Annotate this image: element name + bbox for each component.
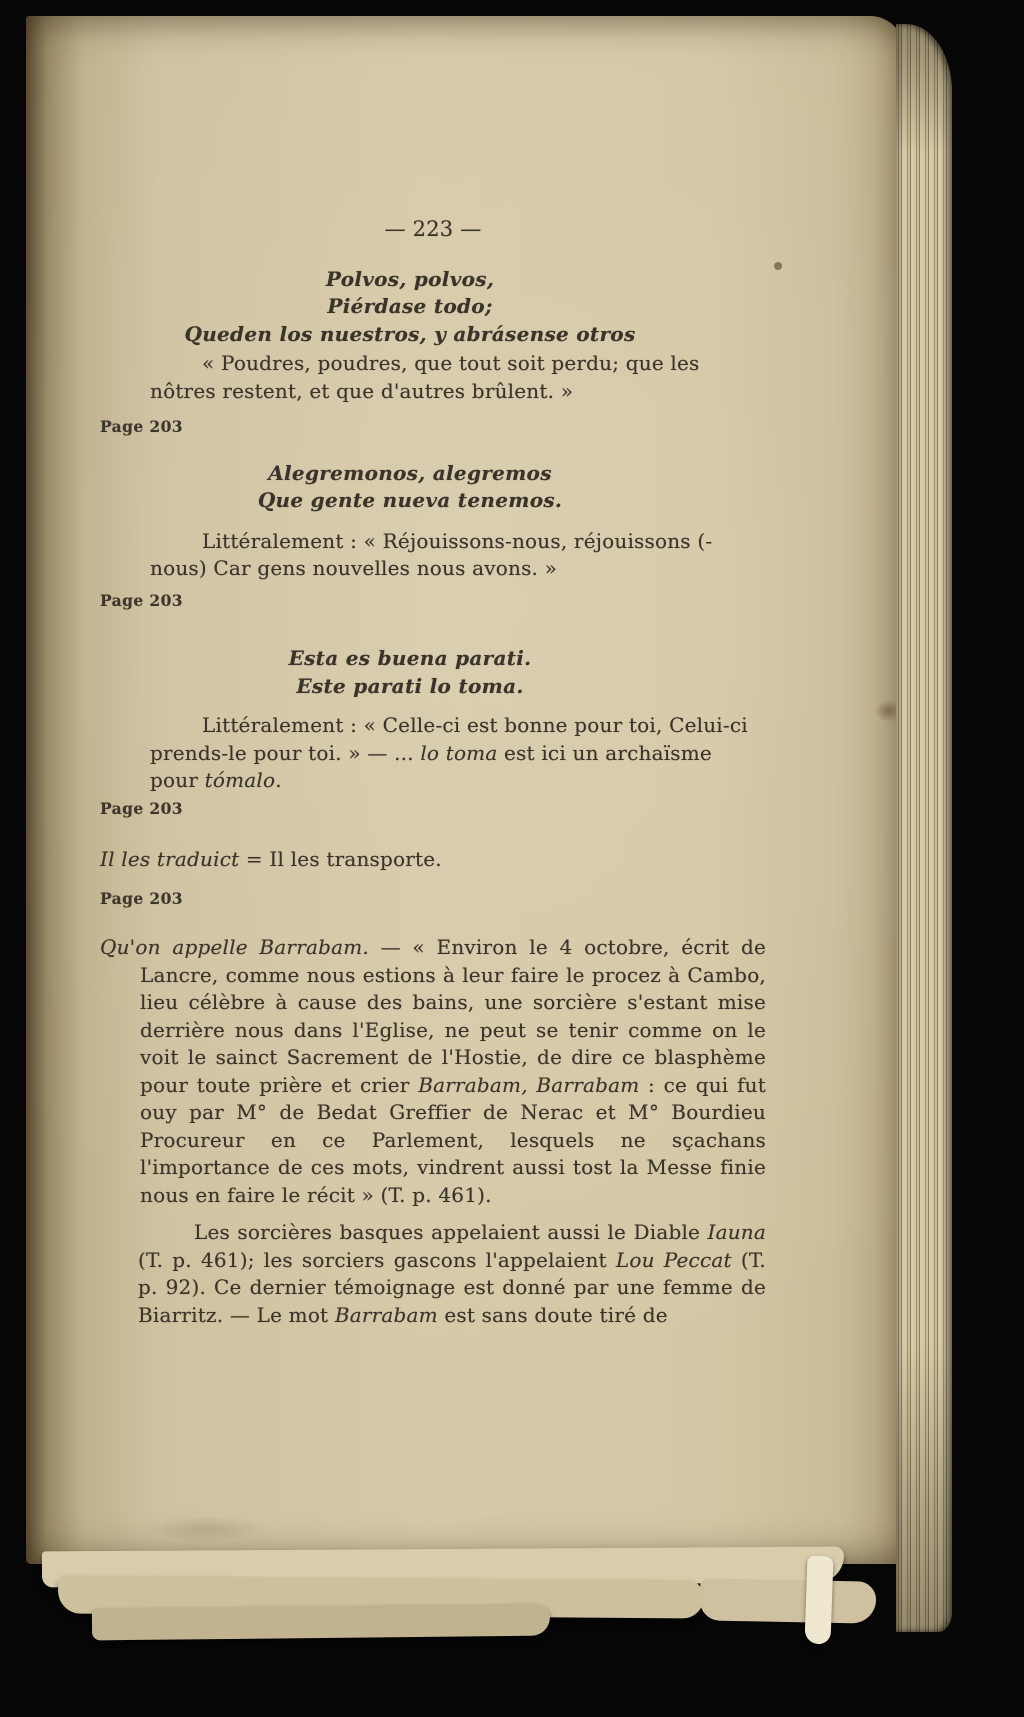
page-content (100, 16, 766, 1329)
text-segment-italic: Lou Peccat (615, 1247, 732, 1272)
page-ref: Page 203 (100, 798, 183, 818)
text-segment: — « Environ le 4 octobre, écrit de Lancre, comme nous estions à leur faire le procez à Cambo, lieu célèbre à cause des bains, une sorcière s'estant mise derrière nous dans l'Eglise, ne peut se tenir comme on le voit le sainct Sacrement de l'Hostie, de dire ce blasphème pour toute prière et crier (140, 935, 766, 1097)
translation-rejouissons: Littéralement : « Réjouissons-nous, réjouissons (-nous) Car gens nouvelles nous avons. » (150, 528, 713, 580)
text-segment-italic: Qu'on appelle Barrabam. (100, 935, 369, 959)
paragraph-sorcieres (138, 1219, 766, 1329)
text-segment-italic: tómalo (204, 768, 276, 792)
verse-esta (100, 645, 720, 700)
page-edge-stack (896, 24, 952, 1632)
text-segment-italic: Iauna (707, 1220, 766, 1244)
text-segment-italic: lo toma (420, 740, 498, 765)
text-segment: est sans doute tiré de (437, 1302, 668, 1327)
verse-alegremonos (100, 460, 720, 515)
text-segment-italic: Il les traduict (100, 847, 240, 871)
ink-speck (774, 262, 782, 270)
paper-stain (146, 1516, 266, 1542)
bright-page-sliver (804, 1556, 833, 1645)
text-segment: (T. p. 92). Ce dernier témoignage est donné par une femme de Biarritz. — Le mot (138, 1247, 766, 1327)
text-segment: . (275, 768, 282, 792)
verse-line: Esta es buena parati. (288, 646, 532, 670)
text-segment: : ce qui fut ouy par M° de Bedat Greffier de Nerac et M° Bourdieu Procureur en ce Parlement, lesquels ne sçachans l'importance de ces mots, vindrent aussi tost la Messe finie nous en faire le récit » (T. p. 461). (140, 1072, 766, 1207)
text-segment-italic: Barrabam (334, 1302, 438, 1327)
page-ref: Page 203 (100, 417, 183, 436)
translation-celle-ci (150, 712, 766, 795)
text-segment: Les sorcières basques appelaient aussi le Diable (194, 1220, 708, 1244)
text-segment: (T. p. 461); les sorciers gascons l'appelaient (138, 1247, 616, 1272)
verse-line: Piérdase todo; (327, 294, 493, 318)
verse-line: Alegremonos, alegremos (268, 460, 552, 485)
verse-line: Queden los nuestros, y abrásense otros (184, 321, 636, 346)
verse-polvos (100, 266, 720, 349)
verse-line: Que gente nueva tenemos. (257, 488, 563, 512)
page-ref: Page 203 (100, 590, 183, 610)
translation-poudres: « Poudres, poudres, que tout soit perdu; que les nôtres restent, et que d'autres brûlent. » (150, 351, 700, 403)
page-ref: Page 203 (100, 888, 183, 908)
text-segment: est ici un archaïsme pour (150, 740, 712, 792)
verse-line: Polvos, polvos, (325, 266, 495, 291)
paragraph-barrabam (100, 934, 766, 1209)
text-segment-italic: Barrabam, Barrabam (418, 1072, 640, 1097)
torn-paper-edge (700, 1578, 877, 1623)
text-segment: = Il les transporte. (239, 847, 442, 871)
verse-line: Este parati lo toma. (296, 673, 524, 698)
text-segment: Littéralement : « Celle-ci est bonne pour toi, Celui-ci prends-le pour toi. » — ... (150, 713, 748, 765)
book-page (26, 16, 904, 1564)
note-traduict (100, 846, 766, 874)
torn-paper-edge (92, 1604, 550, 1641)
page-number: — 223 — (384, 217, 482, 241)
